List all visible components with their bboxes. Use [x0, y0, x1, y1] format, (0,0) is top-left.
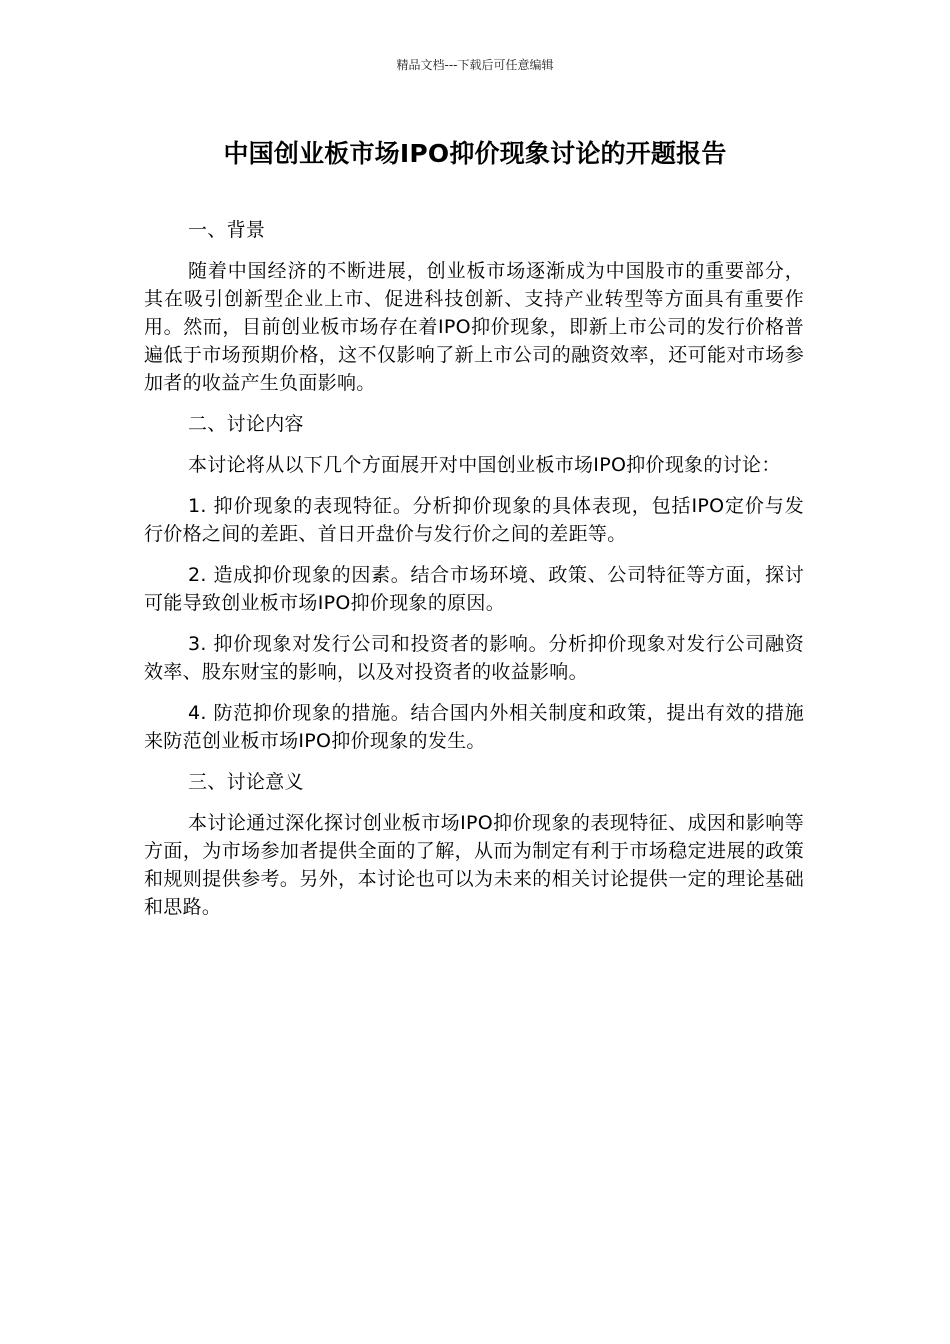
significance-paragraph: 本讨论通过深化探讨创业板市场IPO抑价现象的表现特征、成因和影响等方面，为市场参加者提供全面的了解，从而为制定有利于市场稳定进展的政策和规则提供参考。另外，本讨论也可以为未来的相关讨论提供一定的理论基础和思路。 — [144, 812, 804, 918]
document-body — [144, 216, 804, 921]
content-list-item: 3. 抑价现象对发行公司和投资者的影响。分析抑价现象对发行公司融资效率、股东财宝的影响，以及对投资者的收益影响。 — [144, 633, 804, 683]
content-list-item: 4. 防范抑价现象的措施。结合国内外相关制度和政策，提出有效的措施来防范创业板市场IPO抑价现象的发生。 — [144, 702, 804, 752]
content-intro-paragraph: 本讨论将从以下几个方面展开对中国创业板市场IPO抑价现象的讨论： — [188, 454, 781, 476]
section-heading-background: 一、背景 — [188, 219, 266, 241]
section-heading-content: 二、讨论内容 — [188, 413, 304, 435]
content-list-item: 2. 造成抑价现象的因素。结合市场环境、政策、公司特征等方面，探讨可能导致创业板市场IPO抑价现象的原因。 — [144, 564, 804, 614]
section-heading-significance: 三、讨论意义 — [188, 771, 304, 793]
page-header-watermark: 精品文档---下载后可任意编辑 — [396, 58, 554, 72]
background-paragraph: 随着中国经济的不断进展，创业板市场逐渐成为中国股市的重要部分，其在吸引创新型企业上市、促进科技创新、支持产业转型等方面具有重要作用。然而，目前创业板市场存在着IPO抑价现象，即新上市公司的发行价格普遍低于市场预期价格，这不仅影响了新上市公司的融资效率，还可能对市场参加者的收益产生负面影响。 — [144, 260, 804, 394]
document-title: 中国创业板市场IPO抑价现象讨论的开题报告 — [223, 139, 727, 168]
content-list-item: 1. 抑价现象的表现特征。分析抑价现象的具体表现，包括IPO定价与发行价格之间的差距、首日开盘价与发行价之间的差距等。 — [144, 495, 804, 545]
